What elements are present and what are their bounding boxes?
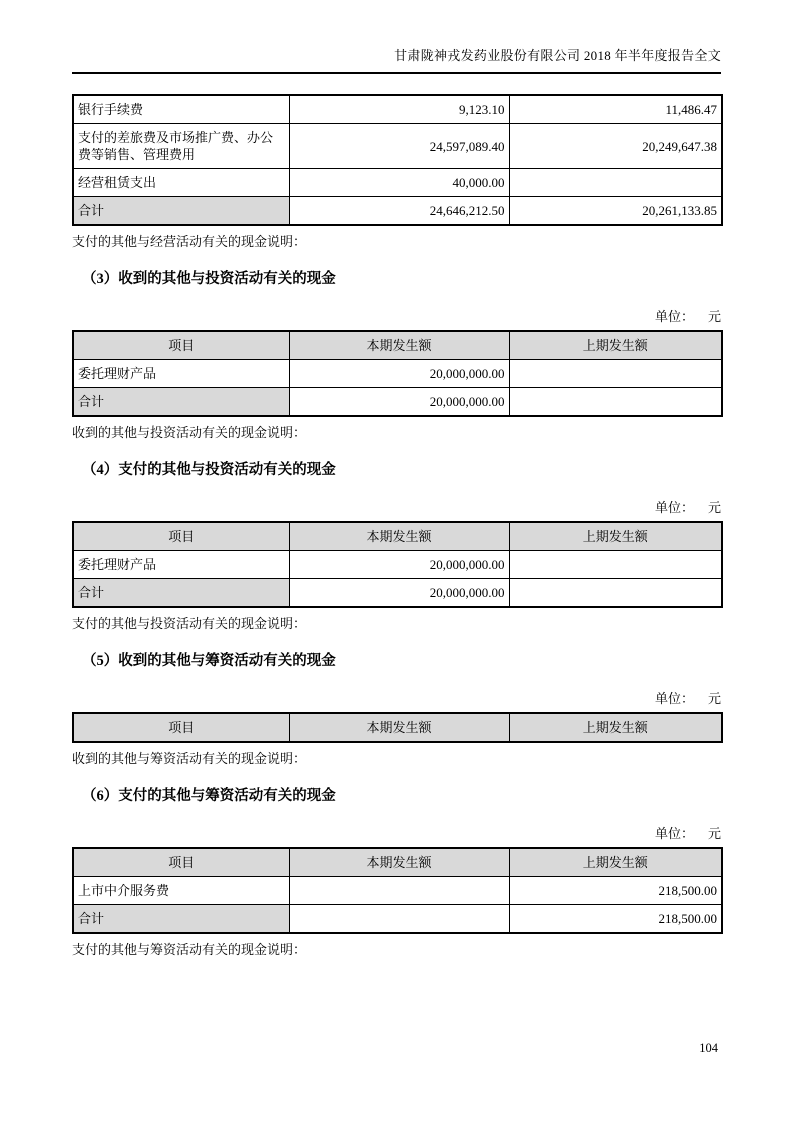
section-table-header (73, 331, 722, 360)
header-row (73, 331, 722, 360)
row-current-period-value: 24,597,089.40 (289, 124, 509, 169)
report-section (72, 786, 721, 958)
column-header: 项目 (73, 848, 289, 877)
row-prior-period-value: 11,486.47 (509, 95, 722, 124)
section-table-body (73, 551, 722, 608)
unit-label: 单位： (654, 500, 694, 515)
unit-line (72, 500, 721, 516)
table-row (73, 124, 722, 169)
row-item-label: 委托理财产品 (73, 551, 289, 579)
row-current-period-value: 20,000,000.00 (289, 388, 509, 417)
column-header: 本期发生额 (289, 713, 509, 742)
sections-container (72, 269, 721, 958)
operating-cash-table-body (73, 95, 722, 225)
unit-line (72, 309, 721, 325)
row-prior-period-value (509, 169, 722, 197)
column-header: 上期发生额 (509, 713, 722, 742)
page-header-title: 甘肃陇神戎发药业股份有限公司 2018 年半年度报告全文 (394, 48, 721, 63)
row-item-label: 支付的差旅费及市场推广费、办公费等销售、管理费用 (73, 124, 289, 169)
row-item-label: 合计 (73, 197, 289, 226)
table-row (73, 95, 722, 124)
column-header: 本期发生额 (289, 331, 509, 360)
column-header: 上期发生额 (509, 331, 722, 360)
total-row (73, 197, 722, 226)
row-item-label: 银行手续费 (73, 95, 289, 124)
row-item-label: 合计 (73, 579, 289, 608)
unit-line (72, 826, 721, 842)
row-prior-period-value: 218,500.00 (509, 877, 722, 905)
row-prior-period-value: 218,500.00 (509, 905, 722, 934)
section-table (72, 847, 723, 934)
table-row (73, 360, 722, 388)
column-header: 项目 (73, 331, 289, 360)
column-header: 项目 (73, 713, 289, 742)
row-item-label: 委托理财产品 (73, 360, 289, 388)
section-heading: （6）支付的其他与筹资活动有关的现金 (82, 788, 336, 804)
section-table (72, 330, 723, 417)
section-note: 支付的其他与投资活动有关的现金说明： (72, 616, 307, 631)
row-item-label: 上市中介服务费 (73, 877, 289, 905)
section-table (72, 712, 723, 743)
section-heading: （5）收到的其他与筹资活动有关的现金 (82, 653, 336, 669)
report-section (72, 460, 721, 632)
section-table-body (73, 877, 722, 934)
table-row (73, 551, 722, 579)
row-item-label: 合计 (73, 388, 289, 417)
section-note: 收到的其他与筹资活动有关的现金说明： (72, 751, 307, 766)
section-table-header (73, 522, 722, 551)
column-header: 上期发生额 (509, 522, 722, 551)
report-content (72, 0, 721, 958)
unit-label: 单位： (654, 309, 694, 324)
row-current-period-value: 20,000,000.00 (289, 579, 509, 608)
total-row (73, 905, 722, 934)
report-section (72, 269, 721, 441)
section-table-header (73, 848, 722, 877)
total-row (73, 579, 722, 608)
report-section (72, 651, 721, 767)
section-note: 收到的其他与投资活动有关的现金说明： (72, 425, 307, 440)
column-header: 项目 (73, 522, 289, 551)
column-header: 本期发生额 (289, 848, 509, 877)
row-prior-period-value: 20,261,133.85 (509, 197, 722, 226)
row-prior-period-value (509, 551, 722, 579)
unit-value: 元 (707, 500, 721, 515)
header-divider (72, 72, 721, 74)
row-current-period-value: 9,123.10 (289, 95, 509, 124)
section-table-body (73, 360, 722, 417)
header-row (73, 848, 722, 877)
section-note: 支付的其他与筹资活动有关的现金说明： (72, 942, 307, 957)
row-prior-period-value (509, 360, 722, 388)
section-table (72, 521, 723, 608)
row-prior-period-value (509, 388, 722, 417)
row-current-period-value (289, 905, 509, 934)
header-row (73, 522, 722, 551)
column-header: 本期发生额 (289, 522, 509, 551)
row-prior-period-value: 20,249,647.38 (509, 124, 722, 169)
header-row (73, 713, 722, 742)
row-prior-period-value (509, 579, 722, 608)
row-item-label: 经营租赁支出 (73, 169, 289, 197)
row-current-period-value: 40,000.00 (289, 169, 509, 197)
section-heading: （3）收到的其他与投资活动有关的现金 (82, 271, 336, 287)
column-header: 上期发生额 (509, 848, 722, 877)
page-number: 104 (699, 1041, 718, 1055)
table-row (73, 169, 722, 197)
total-row (73, 388, 722, 417)
row-current-period-value (289, 877, 509, 905)
unit-label: 单位： (654, 691, 694, 706)
unit-value: 元 (707, 691, 721, 706)
table-row (73, 877, 722, 905)
row-current-period-value: 20,000,000.00 (289, 360, 509, 388)
row-current-period-value: 24,646,212.50 (289, 197, 509, 226)
unit-line (72, 691, 721, 707)
operating-cash-continuation-table (72, 94, 723, 226)
section-table-header (73, 713, 722, 742)
operating-cash-note: 支付的其他与经营活动有关的现金说明： (72, 234, 307, 249)
unit-label: 单位： (654, 826, 694, 841)
row-item-label: 合计 (73, 905, 289, 934)
unit-value: 元 (707, 309, 721, 324)
row-current-period-value: 20,000,000.00 (289, 551, 509, 579)
section-heading: （4）支付的其他与投资活动有关的现金 (82, 462, 336, 478)
unit-value: 元 (707, 826, 721, 841)
